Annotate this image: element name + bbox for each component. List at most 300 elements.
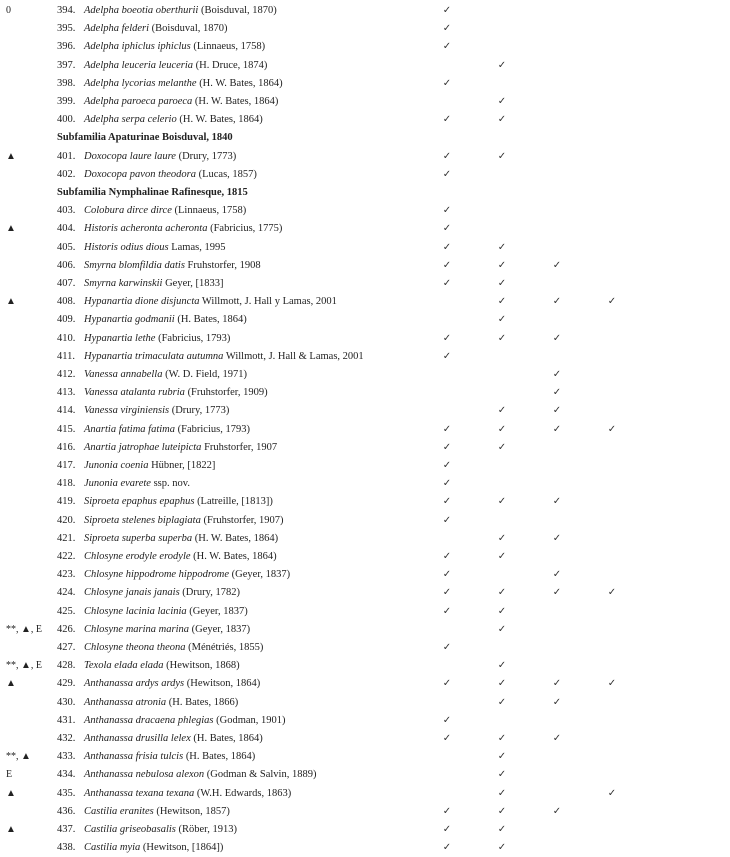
species-row	[0, 148, 730, 166]
species-name	[84, 166, 257, 184]
subfamily-heading	[0, 129, 730, 147]
species-name	[84, 111, 263, 129]
species-author: (Hewitson, 1864)	[184, 678, 261, 690]
species-name	[84, 75, 283, 93]
check-icon: ✓	[442, 332, 452, 344]
species-row	[0, 257, 730, 275]
check-icon: ✓	[497, 150, 507, 162]
check-icon: ✓	[552, 569, 562, 581]
check-icon: ✓	[497, 332, 507, 344]
species-number: 423.	[57, 569, 76, 581]
species-name	[84, 621, 250, 639]
species-number: 412.	[57, 369, 76, 380]
status-mark: ▲	[6, 223, 16, 235]
check-icon: ✓	[442, 514, 452, 526]
species-name	[84, 530, 278, 548]
species-number: 429.	[57, 678, 76, 690]
species-author: (Latreille, [1813])	[194, 496, 273, 508]
species-name	[84, 548, 277, 566]
species-row	[0, 384, 730, 402]
check-icon: ✓	[552, 587, 562, 599]
check-icon: ✓	[497, 842, 507, 854]
species-number: 438.	[57, 842, 76, 854]
species-number: 399.	[57, 96, 76, 107]
species-row	[0, 566, 730, 584]
species-genus: Texola elada elada	[84, 660, 164, 672]
check-icon: ✓	[442, 460, 452, 471]
species-number: 425.	[57, 605, 76, 617]
species-row	[0, 93, 730, 111]
species-author: (H. Bates, 1864)	[174, 314, 247, 326]
species-author: (Geyer, 1837)	[189, 623, 251, 635]
species-genus: Hypanartia trimaculata autumna	[84, 350, 224, 362]
status-mark: 0	[6, 5, 11, 16]
species-genus: Adelpha boeotia oberthurii	[84, 5, 199, 16]
species-number: 397.	[57, 59, 76, 71]
species-number: 416.	[57, 441, 76, 453]
species-number: 411.	[57, 350, 75, 362]
species-author: (Hewitson, [1864])	[140, 842, 224, 854]
species-author: (H. W. Bates, 1864)	[196, 77, 283, 89]
species-author: (Ménétriés, 1855)	[185, 642, 264, 653]
species-row	[0, 512, 730, 530]
status-mark: **, ▲, E	[6, 623, 43, 635]
species-number: 400.	[57, 114, 76, 126]
species-genus: Anthanassa nebulosa alexon	[84, 769, 205, 781]
check-icon: ✓	[442, 205, 452, 217]
species-author: (Fabricius, 1793)	[175, 423, 250, 435]
species-genus: Doxocopa pavon theodora	[84, 168, 196, 180]
species-name	[84, 239, 225, 257]
species-number: 436.	[57, 805, 76, 817]
species-author: (H. Bates, 1864)	[183, 751, 256, 763]
species-row	[0, 493, 730, 511]
species-name	[84, 785, 291, 803]
species-row	[0, 712, 730, 730]
species-number: 432.	[57, 733, 76, 744]
species-author: (Godman & Salvin, 1889)	[204, 769, 317, 781]
species-name	[84, 584, 240, 602]
check-icon: ✓	[442, 551, 452, 562]
species-name	[84, 384, 268, 402]
species-number: 402.	[57, 168, 76, 180]
species-number: 420.	[57, 514, 76, 526]
species-genus: Anthanassa frisia tulcis	[84, 751, 184, 763]
species-row	[0, 293, 730, 311]
species-name	[84, 839, 223, 857]
species-author: (Fruhstorfer, 1907)	[200, 514, 284, 526]
check-icon: ✓	[442, 41, 452, 53]
check-icon: ✓	[497, 114, 507, 126]
species-name	[84, 475, 190, 493]
check-icon: ✓	[497, 241, 507, 253]
species-author: (H. Druce, 1874)	[193, 59, 268, 71]
check-icon: ✓	[607, 587, 617, 599]
species-row	[0, 439, 730, 457]
species-genus: Anthanassa dracaena phlegias	[84, 714, 214, 726]
species-author: (Hewitson, 1868)	[163, 660, 240, 672]
species-row	[0, 57, 730, 75]
species-number: 417.	[57, 460, 76, 471]
check-icon: ✓	[497, 623, 507, 635]
species-genus: Castilia griseobasalis	[84, 824, 176, 835]
species-row	[0, 766, 730, 784]
species-genus: Anthanassa atronia	[84, 696, 167, 708]
species-row	[0, 275, 730, 293]
species-row	[0, 475, 730, 493]
species-row	[0, 457, 730, 475]
species-author: (Geyer, 1837)	[229, 569, 291, 581]
species-name	[84, 20, 227, 38]
check-icon: ✓	[552, 423, 562, 435]
species-author: (H. W. Bates, 1864)	[176, 114, 263, 126]
species-name	[84, 38, 265, 56]
check-icon: ✓	[497, 605, 507, 617]
species-row	[0, 38, 730, 56]
species-number: 426.	[57, 623, 76, 635]
species-number: 413.	[57, 387, 76, 399]
species-author: (Fabricius, 1775)	[207, 223, 283, 235]
species-number: 409.	[57, 314, 76, 326]
species-genus: Adelpha iphiclus iphiclus	[84, 41, 191, 53]
species-row	[0, 20, 730, 38]
species-author: (Godman, 1901)	[213, 714, 286, 726]
species-number: 424.	[57, 587, 76, 599]
species-genus: Castilia eranites	[84, 805, 154, 817]
check-icon: ✓	[442, 678, 452, 690]
check-icon: ✓	[552, 296, 562, 308]
check-icon: ✓	[497, 587, 507, 599]
species-row	[0, 730, 730, 748]
species-name	[84, 512, 284, 530]
species-row	[0, 166, 730, 184]
check-icon: ✓	[497, 496, 507, 508]
species-name	[84, 566, 290, 584]
status-mark: ▲	[6, 296, 16, 308]
species-number: 422.	[57, 551, 76, 562]
species-name	[84, 402, 229, 420]
species-author: (Röber, 1913)	[175, 824, 237, 835]
check-icon: ✓	[442, 805, 452, 817]
check-icon: ✓	[552, 369, 562, 380]
species-author: (W. D. Field, 1971)	[162, 369, 247, 380]
species-name	[84, 657, 240, 675]
species-name	[84, 712, 286, 730]
check-icon: ✓	[497, 751, 507, 763]
check-icon: ✓	[497, 805, 507, 817]
species-genus: Hypanartia dione disjuncta	[84, 296, 200, 308]
species-number: 408.	[57, 296, 76, 308]
species-row	[0, 2, 730, 20]
check-icon: ✓	[552, 805, 562, 817]
species-name	[84, 220, 282, 238]
species-name	[84, 493, 273, 511]
species-number: 437.	[57, 824, 76, 835]
species-number: 404.	[57, 223, 76, 235]
species-author: (Geyer, 1837)	[186, 605, 248, 617]
species-row	[0, 694, 730, 712]
species-row	[0, 239, 730, 257]
check-icon: ✓	[442, 423, 452, 435]
status-mark: **, ▲	[6, 751, 31, 763]
species-number: 421.	[57, 532, 76, 544]
species-row	[0, 311, 730, 329]
species-name	[84, 675, 260, 693]
species-number: 433.	[57, 751, 76, 763]
species-author: Fruhstorfer, 1908	[184, 259, 261, 271]
species-number: 401.	[57, 150, 76, 162]
species-row	[0, 75, 730, 93]
species-author: Fruhstorfer, 1907	[201, 441, 278, 453]
check-icon: ✓	[552, 678, 562, 690]
species-number: 418.	[57, 478, 76, 490]
species-row	[0, 748, 730, 766]
check-icon: ✓	[442, 605, 452, 617]
species-genus: Anartia jatrophae luteipicta	[84, 441, 202, 453]
species-author: (H. W. Bates, 1864)	[192, 96, 279, 107]
status-mark: E	[6, 769, 13, 781]
species-name	[84, 275, 224, 293]
species-name	[84, 457, 215, 475]
species-number: 405.	[57, 241, 76, 253]
check-icon: ✓	[497, 678, 507, 690]
check-icon: ✓	[497, 441, 507, 453]
species-author: (Linnaeus, 1758)	[171, 205, 247, 217]
species-genus: Castilia myia	[84, 842, 141, 854]
subfamily-title: Subfamilia Apaturinae Boisduval, 1840	[57, 132, 233, 144]
status-mark: ▲	[6, 787, 16, 799]
check-icon: ✓	[497, 824, 507, 835]
check-icon: ✓	[442, 350, 452, 362]
species-genus: Siproeta stelenes biplagiata	[84, 514, 201, 526]
check-icon: ✓	[497, 532, 507, 544]
check-icon: ✓	[497, 278, 507, 289]
species-row	[0, 421, 730, 439]
species-author: (Hewitson, 1857)	[153, 805, 230, 817]
check-icon: ✓	[607, 296, 617, 308]
species-name	[84, 439, 277, 457]
species-name	[84, 257, 261, 275]
species-author: (Drury, 1773)	[169, 405, 230, 417]
species-author: (Fabricius, 1793)	[155, 332, 231, 344]
species-name	[84, 821, 237, 839]
species-author: (Boisduval, 1870)	[149, 23, 228, 35]
species-number: 394.	[57, 5, 76, 16]
check-icon: ✓	[442, 150, 452, 162]
check-icon: ✓	[442, 5, 452, 16]
species-row	[0, 785, 730, 803]
species-name	[84, 639, 263, 657]
species-number: 403.	[57, 205, 76, 217]
status-mark: **, ▲, E	[6, 660, 43, 672]
species-author: (H. Bates, 1864)	[190, 733, 263, 744]
species-genus: Junonia coenia	[84, 460, 149, 471]
species-row	[0, 530, 730, 548]
species-genus: Hypanartia godmanii	[84, 314, 175, 326]
species-author: (H. W. Bates, 1864)	[190, 551, 277, 562]
check-icon: ✓	[442, 642, 452, 653]
species-author: (H. Bates, 1866)	[166, 696, 239, 708]
check-icon: ✓	[607, 678, 617, 690]
species-name	[84, 603, 248, 621]
check-icon: ✓	[552, 405, 562, 417]
status-mark: ▲	[6, 824, 16, 835]
species-genus: Chlosyne erodyle erodyle	[84, 551, 191, 562]
species-genus: Hypanartia lethe	[84, 332, 156, 344]
species-name	[84, 421, 250, 439]
species-name	[84, 57, 267, 75]
species-genus: Adelpha lycorias melanthe	[84, 77, 197, 89]
status-mark: ▲	[6, 678, 16, 690]
species-author: (Drury, 1782)	[179, 587, 240, 599]
check-icon: ✓	[442, 114, 452, 126]
species-genus: Chlosyne theona theona	[84, 642, 186, 653]
check-icon: ✓	[442, 842, 452, 854]
species-row	[0, 584, 730, 602]
species-genus: Doxocopa laure laure	[84, 150, 176, 162]
species-genus: Chlosyne marina marina	[84, 623, 189, 635]
species-name	[84, 148, 236, 166]
species-genus: Anartia fatima fatima	[84, 423, 176, 435]
check-icon: ✓	[442, 824, 452, 835]
check-icon: ✓	[497, 259, 507, 271]
species-row	[0, 675, 730, 693]
check-icon: ✓	[442, 478, 452, 490]
species-name	[84, 766, 316, 784]
species-genus: Chlosyne hippodrome hippodrome	[84, 569, 230, 581]
species-author: (Boisduval, 1870)	[198, 5, 277, 16]
species-name	[84, 694, 238, 712]
species-row	[0, 621, 730, 639]
species-genus: Colobura dirce dirce	[84, 205, 172, 217]
check-icon: ✓	[442, 259, 452, 271]
species-genus: Anthanassa ardys ardys	[84, 678, 185, 690]
species-number: 414.	[57, 405, 76, 417]
check-icon: ✓	[497, 769, 507, 781]
species-row	[0, 803, 730, 821]
check-icon: ✓	[552, 696, 562, 708]
species-genus: Junonia evarete	[84, 478, 151, 490]
check-icon: ✓	[552, 387, 562, 399]
species-name	[84, 293, 337, 311]
check-icon: ✓	[497, 59, 507, 71]
species-genus: Adelpha felderi	[84, 23, 150, 35]
species-author: Willmott, J. Hall y Lamas, 2001	[199, 296, 337, 308]
check-icon: ✓	[442, 569, 452, 581]
species-genus: Smyrna blomfildia datis	[84, 259, 185, 271]
species-genus: Vanessa virginiensis	[84, 405, 170, 417]
species-number: 398.	[57, 77, 76, 89]
species-author: (Linnaeus, 1758)	[190, 41, 266, 53]
species-author: ssp. nov.	[150, 478, 190, 490]
check-icon: ✓	[497, 660, 507, 672]
species-row	[0, 548, 730, 566]
species-number: 415.	[57, 423, 76, 435]
species-genus: Adelpha leuceria leuceria	[84, 59, 194, 71]
species-row	[0, 402, 730, 420]
check-icon: ✓	[497, 296, 507, 308]
subfamily-heading	[0, 184, 730, 202]
check-icon: ✓	[442, 714, 452, 726]
species-row	[0, 330, 730, 348]
species-genus: Vanessa annabella	[84, 369, 163, 380]
species-number: 395.	[57, 23, 76, 35]
species-genus: Smyrna karwinskii	[84, 278, 163, 289]
check-icon: ✓	[497, 96, 507, 107]
species-genus: Chlosyne lacinia lacinia	[84, 605, 187, 617]
species-genus: Siproeta epaphus epaphus	[84, 496, 195, 508]
check-icon: ✓	[497, 696, 507, 708]
check-icon: ✓	[442, 223, 452, 235]
species-row	[0, 348, 730, 366]
species-author: Hübner, [1822]	[148, 460, 216, 471]
check-icon: ✓	[497, 733, 507, 744]
check-icon: ✓	[442, 441, 452, 453]
check-icon: ✓	[497, 423, 507, 435]
species-number: 434.	[57, 769, 76, 781]
check-icon: ✓	[442, 168, 452, 180]
check-icon: ✓	[552, 532, 562, 544]
check-icon: ✓	[497, 405, 507, 417]
species-number: 428.	[57, 660, 76, 672]
species-name	[84, 311, 247, 329]
species-number: 407.	[57, 278, 76, 289]
species-number: 435.	[57, 787, 76, 799]
species-name	[84, 330, 230, 348]
species-genus: Siproeta superba superba	[84, 532, 193, 544]
check-icon: ✓	[442, 278, 452, 289]
check-icon: ✓	[442, 496, 452, 508]
check-icon: ✓	[552, 496, 562, 508]
check-icon: ✓	[442, 23, 452, 35]
subfamily-title: Subfamilia Nymphalinae Rafinesque, 1815	[57, 187, 248, 198]
species-name	[84, 2, 277, 20]
check-icon: ✓	[442, 587, 452, 599]
species-name	[84, 748, 255, 766]
check-icon: ✓	[607, 787, 617, 799]
species-row	[0, 821, 730, 839]
species-name	[84, 366, 247, 384]
species-row	[0, 202, 730, 220]
species-row	[0, 639, 730, 657]
check-icon: ✓	[442, 77, 452, 89]
status-mark: ▲	[6, 150, 16, 162]
species-author: Geyer, [1833]	[162, 278, 224, 289]
species-genus: Chlosyne janais janais	[84, 587, 180, 599]
species-author: Lamas, 1995	[168, 241, 226, 253]
species-name	[84, 202, 246, 220]
species-row	[0, 603, 730, 621]
check-icon: ✓	[552, 733, 562, 744]
species-row	[0, 111, 730, 129]
check-icon: ✓	[552, 259, 562, 271]
species-genus: Historis acheronta acheronta	[84, 223, 208, 235]
check-icon: ✓	[497, 787, 507, 799]
check-icon: ✓	[442, 241, 452, 253]
species-number: 431.	[57, 714, 76, 726]
check-icon: ✓	[442, 733, 452, 744]
check-icon: ✓	[607, 423, 617, 435]
species-name	[84, 93, 278, 111]
species-author: (W.H. Edwards, 1863)	[194, 787, 292, 799]
species-name	[84, 348, 364, 366]
species-name	[84, 803, 230, 821]
species-genus: Anthanassa drusilla lelex	[84, 733, 191, 744]
species-row	[0, 366, 730, 384]
species-number: 396.	[57, 41, 76, 53]
species-author: (Drury, 1773)	[175, 150, 237, 162]
species-number: 427.	[57, 642, 76, 653]
